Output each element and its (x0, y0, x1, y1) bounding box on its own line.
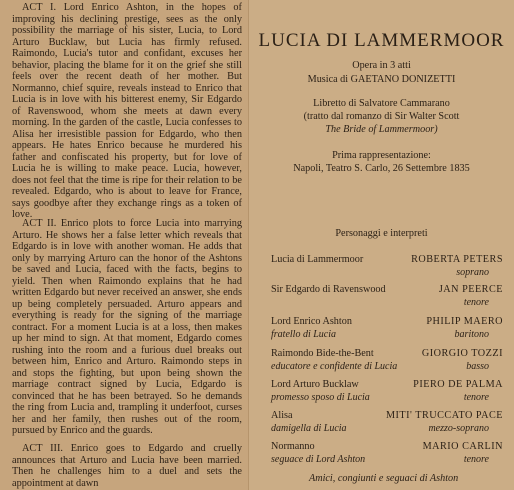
cast-voice: soprano (456, 267, 489, 278)
premiere-label: Prima rappresentazione: (332, 150, 431, 161)
libretto-credit: Libretto di Salvatore Cammarano (313, 98, 450, 109)
cast-role-desc: damigella di Lucia (271, 423, 347, 434)
cast-singer: MARIO CARLIN (422, 441, 503, 452)
cast-row (271, 284, 509, 312)
opera-title: LUCIA DI LAMMERMOOR (258, 30, 505, 51)
cast-singer: PIERO DE PALMA (413, 379, 503, 390)
cast-voice: basso (466, 361, 489, 372)
cast-row (271, 410, 509, 438)
cast-role-desc: educatore e confidente di Lucia (271, 361, 398, 372)
cast-role: Sir Edgardo di Ravenswood (271, 284, 386, 295)
cast-role-desc: fratello di Lucia (271, 329, 336, 340)
cast-role: Normanno (271, 441, 315, 452)
cast-role: Lucia di Lammermoor (271, 254, 364, 265)
opera-subtitle: Opera in 3 atti (352, 60, 411, 71)
cast-heading: Personaggi e interpreti (335, 228, 428, 239)
cast-row (271, 441, 509, 469)
cast-voice: tenore (463, 297, 489, 308)
cast-row (271, 348, 509, 376)
cast-role: Lord Arturo Bucklaw (271, 379, 359, 390)
synopsis-act-3: ACT III. Enrico goes to Edgardo and cruelly announces that Arturo and Lucia have been married. Then he challenges him to a duel and sets the appointment at dawn (12, 443, 242, 489)
cast-voice: baritono (454, 329, 489, 340)
premiere-place: Napoli, Teatro S. Carlo, 26 Settembre 1835 (293, 163, 470, 174)
cast-singer: JAN PEERCE (438, 284, 503, 295)
synopsis-act-1: ACT I. Lord Enrico Ashton, in the hopes of improving his declining prestige, sees as the only possibility the marriage of his sister, Lucia, to Lord Arturo Bucklaw, but Lucia has firmly refused. Raimondo, Lucia's tutor and confidant, excuses her behavior, placing the blame for it on the grief she still feels over the recent death of her mother. But Normanno, chief squire, reveals instead to Enrico that Lucia is in love with his bitterest enemy, Sir Edgardo of Ravenswood, whom she meets at dawn every morning. In the garden of the castle, Lucia confesses to Alisa her irresistible passion for Edgardo, who then appears. He hates Enrico because he murdered his father and confiscated his property, but for love of Lucia he is willing to make peace. Lucia, however, does not feel that the time is ripe for their relation to be revealed. Edgardo, who is about to leave for France, says goodbye after they exchange rings as a token of love. (12, 2, 242, 220)
synopsis-act-2: ACT II. Enrico plots to force Lucia into marrying Arturo. He shows her a false letter which reveals that Edgardo is in love with another woman. He adds that only by marrying Arturo can the honor of the Ashtons be saved and Lucia, faced with the facts, begins to yield. Then when Raimondo explains that he had written Edgardo but never received an answer, she ends up being completely persuaded. Arturo appears and everything is ready for the signing of the marriage contract. For a moment Lucia is at a loss, then makes up her mind to sign. At that moment, Edgardo comes rushing into the room and a furious duel breaks out between him, Enrico and Arturo. Raimondo steps in and stops the fighting, but upon being shown the marriage contract signed by Lucia, Edgardo is convinced that he has been betrayed. So he demands the ring from Lucia and, trampling it underfoot, curses her and her family, then rushes out of the room, pursued by Enrico and the guards. (12, 218, 242, 436)
cast-singer: MITI' TRUCCATO PACE (385, 410, 503, 421)
cast-role: Alisa (271, 410, 293, 421)
composer-credit: Musica di GAETANO DONIZETTI (307, 74, 456, 85)
cast-role: Lord Enrico Ashton (271, 316, 352, 327)
cast-singer: GIORGIO TOZZI (421, 348, 503, 359)
credits-column (249, 0, 514, 490)
synopsis-column (0, 0, 249, 490)
cast-singer: PHILIP MAERO (426, 316, 503, 327)
cast-role-desc: promesso sposo di Lucia (271, 392, 370, 403)
libretto-source-title: The Bride of Lammermoor) (325, 124, 438, 135)
cast-role: Raimondo Bide-the-Bent (271, 348, 374, 359)
chorus-credit: Amici, congiunti e seguaci di Ashton (309, 473, 459, 484)
cast-voice: tenore (463, 392, 489, 403)
cast-voice: mezzo-soprano (428, 423, 489, 434)
cast-row (271, 254, 509, 282)
cast-voice: tenore (463, 454, 489, 465)
cast-row (271, 316, 509, 344)
cast-singer: ROBERTA PETERS (411, 254, 503, 265)
cast-row (271, 379, 509, 407)
cast-role-desc: seguace di Lord Ashton (271, 454, 366, 465)
libretto-source: (tratto dal romanzo di Sir Walter Scott (303, 111, 460, 122)
